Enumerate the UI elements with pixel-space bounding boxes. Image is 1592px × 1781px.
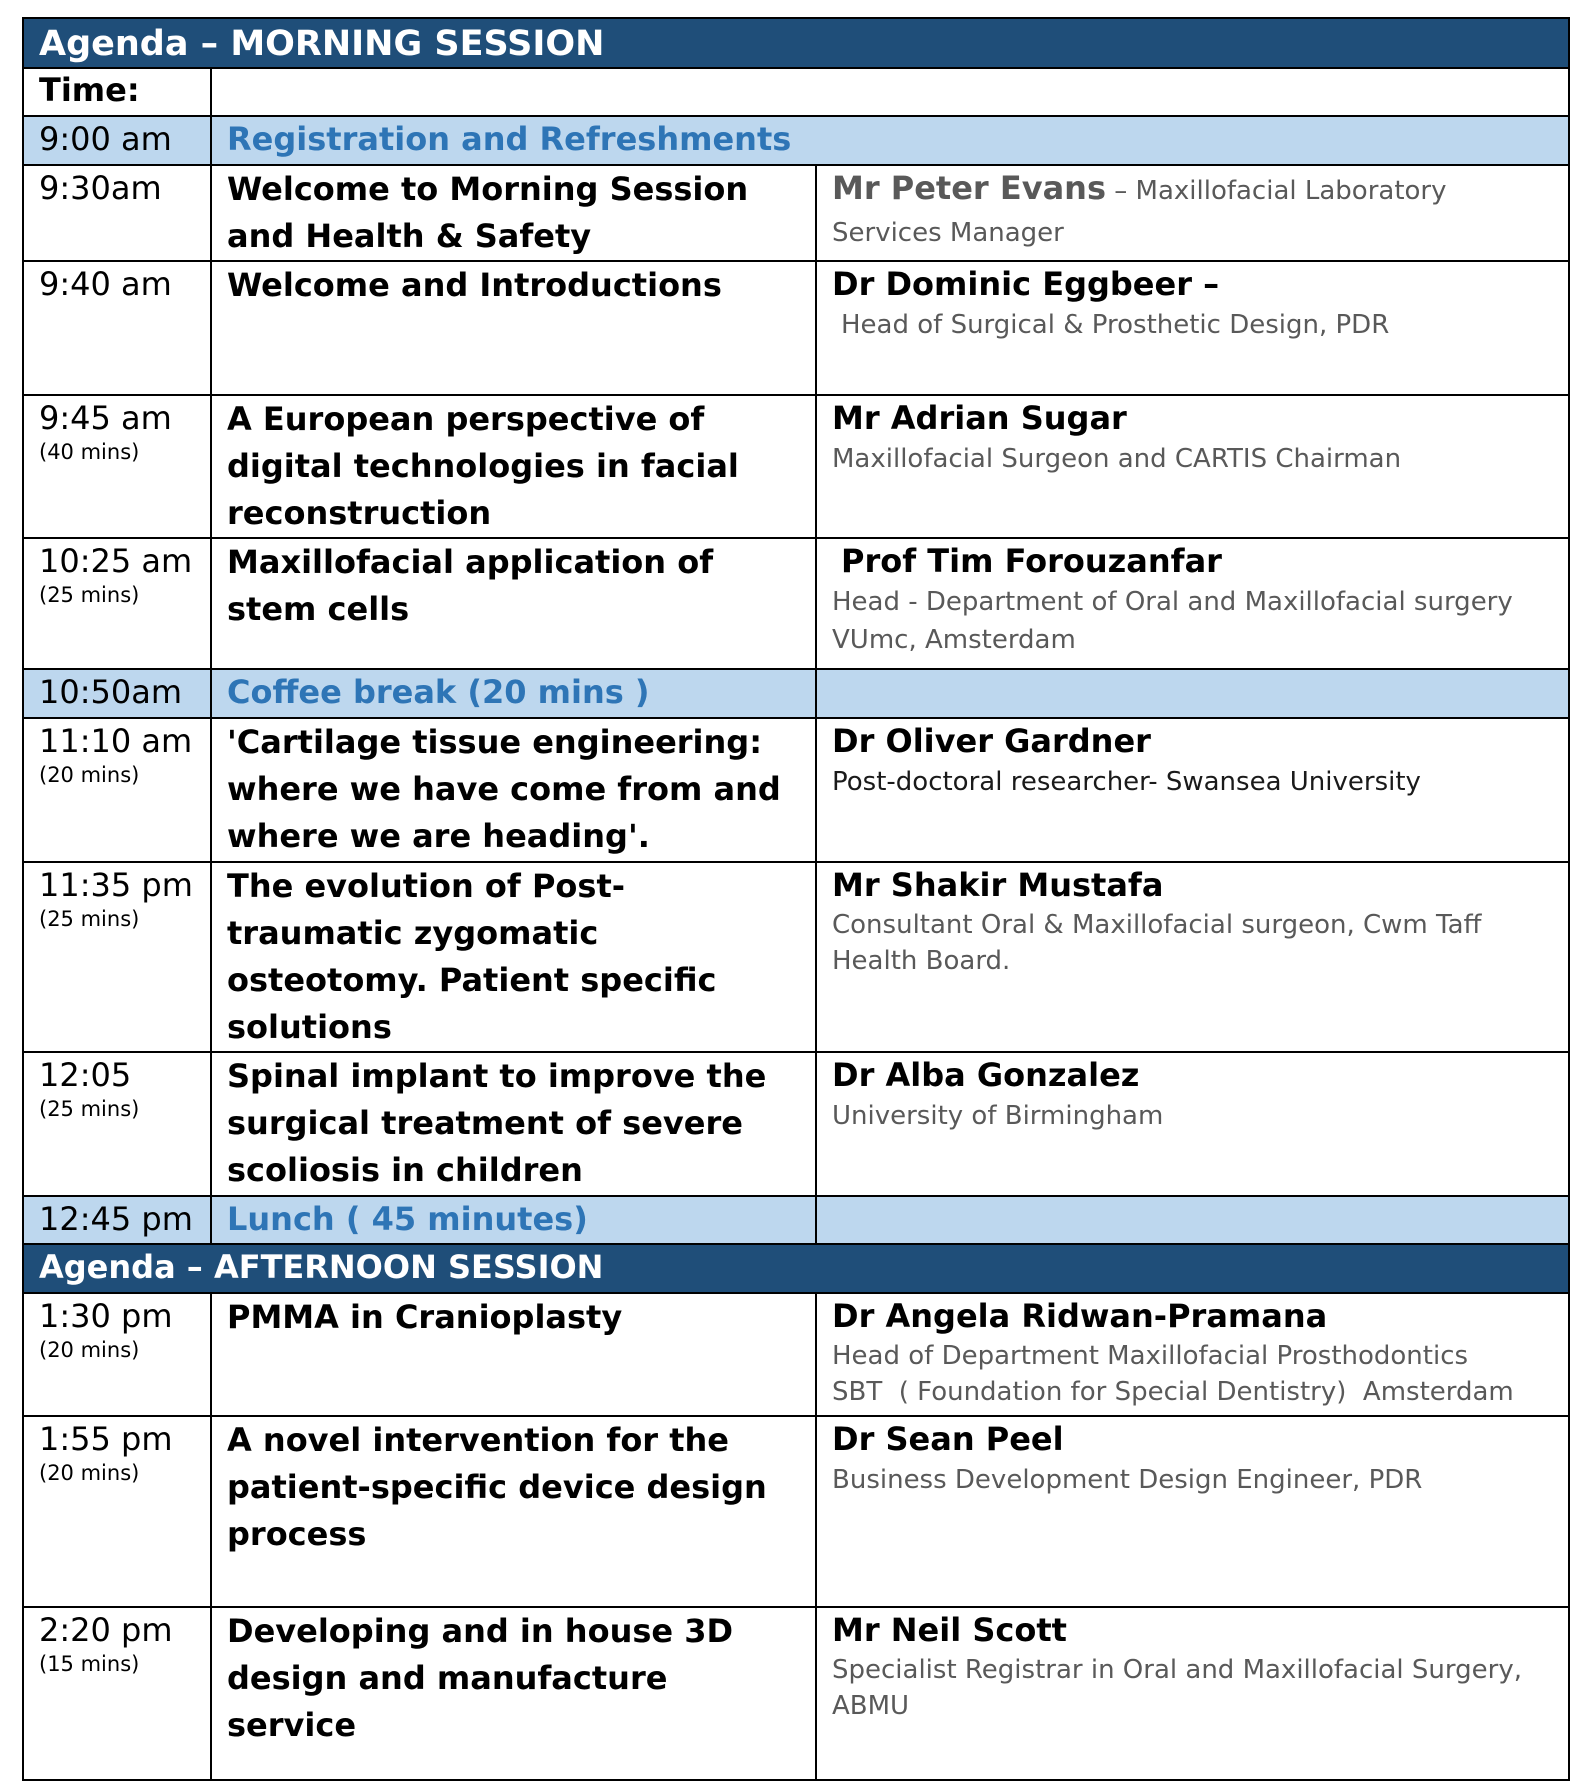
time-text: 2:20 pm [39, 1611, 173, 1649]
time-cell [23, 395, 211, 538]
empty-band-cell [816, 1196, 1569, 1244]
session-title: Maxillofacial application of stem cells [227, 543, 714, 628]
time-cell [23, 165, 211, 261]
time-cell [23, 261, 211, 395]
session-title: Welcome and Introductions [227, 266, 722, 304]
speaker-separator: – [1105, 176, 1136, 206]
time-cell [23, 1416, 211, 1607]
title-cell [211, 538, 816, 669]
band-title: Registration and Refreshments [227, 120, 792, 158]
band-title: Coffee break (20 mins ) [227, 673, 650, 711]
speaker-role: Business Development Design Engineer, PDR [832, 1465, 1423, 1495]
agenda-row [23, 395, 1569, 538]
speaker-name: Dr Oliver Gardner [832, 722, 1151, 760]
time-cell [23, 116, 211, 165]
time-cell [23, 1293, 211, 1416]
session-title: 'Cartilage tissue engineering: where we have come from and where we are heading'. [227, 723, 781, 855]
speaker-role: University of Birmingham [832, 1101, 1164, 1131]
duration-text: (20 mins) [39, 1461, 140, 1485]
speaker-name: Dr Dominic Eggbeer – [832, 265, 1220, 303]
time-cell [23, 1052, 211, 1196]
speaker-role: Consultant Oral & Maxillofacial surgeon, Cwm Taff Health Board. [832, 910, 1482, 976]
time-text: 12:05 [39, 1056, 132, 1094]
title-cell [211, 718, 816, 862]
speaker-cell [816, 1416, 1569, 1607]
duration-text: (40 mins) [39, 440, 140, 464]
time-cell [23, 862, 211, 1052]
time-cell [23, 669, 211, 718]
agenda-row [23, 538, 1569, 669]
speaker-role: Maxillofacial Laboratory Services Manager [832, 176, 1447, 248]
time-cell [23, 1607, 211, 1780]
title-cell [211, 261, 816, 395]
session-title: Developing and in house 3D design and manufacture service [227, 1612, 734, 1744]
time-cell [23, 718, 211, 862]
duration-text: (15 mins) [39, 1652, 140, 1676]
agenda-row [23, 669, 1569, 718]
time-column-label: Time: [23, 68, 211, 116]
speaker-cell [816, 261, 1569, 395]
speaker-name: Mr Shakir Mustafa [832, 866, 1164, 904]
band-cell [211, 1196, 816, 1244]
speaker-cell [816, 1293, 1569, 1416]
duration-text: (25 mins) [39, 583, 140, 607]
title-cell [211, 1293, 816, 1416]
duration-text: (25 mins) [39, 1097, 140, 1121]
agenda-table [22, 17, 1570, 1781]
speaker-name: Mr Neil Scott [832, 1611, 1067, 1649]
session-title: A European perspective of digital technologies in facial reconstruction [227, 400, 739, 532]
time-text: 11:10 am [39, 722, 193, 760]
agenda-row [23, 1196, 1569, 1244]
title-cell [211, 862, 816, 1052]
speaker-cell [816, 862, 1569, 1052]
time-label-row [23, 68, 1569, 116]
empty-header-cell [211, 68, 1569, 116]
speaker-role-line-2: SBT ( Foundation for Special Dentistry) Amsterdam [832, 1377, 1514, 1407]
session-title: Spinal implant to improve the surgical treatment of severe scoliosis in children [227, 1057, 767, 1189]
time-text: 9:45 am [39, 399, 172, 437]
afternoon-session-header [23, 1244, 1569, 1293]
speaker-cell [816, 718, 1569, 862]
agenda-row [23, 1607, 1569, 1780]
band-cell [211, 116, 1569, 165]
title-cell [211, 165, 816, 261]
agenda-row [23, 261, 1569, 395]
session-title: PMMA in Cranioplasty [227, 1298, 623, 1336]
empty-band-cell [816, 669, 1569, 718]
time-text: 12:45 pm [39, 1200, 193, 1238]
title-cell [211, 1607, 816, 1780]
duration-text: (20 mins) [39, 1338, 140, 1362]
afternoon-session-title: Agenda – AFTERNOON SESSION [23, 1244, 1569, 1293]
time-text: 1:30 pm [39, 1297, 173, 1335]
agenda-row [23, 165, 1569, 261]
title-cell [211, 395, 816, 538]
speaker-role: Post-doctoral researcher- Swansea University [832, 767, 1421, 797]
time-text: 10:50am [39, 673, 182, 711]
speaker-cell [816, 395, 1569, 538]
speaker-cell [816, 538, 1569, 669]
speaker-role: Specialist Registrar in Oral and Maxillofacial Surgery, ABMU [832, 1655, 1522, 1721]
session-title: Welcome to Morning Session and Health & Safety [227, 170, 749, 255]
time-text: 10:25 am [39, 542, 193, 580]
time-text: 9:00 am [39, 120, 172, 158]
speaker-cell [816, 165, 1569, 261]
duration-text: (20 mins) [39, 763, 140, 787]
duration-text: (25 mins) [39, 907, 140, 931]
agenda-row [23, 718, 1569, 862]
band-title: Lunch ( 45 minutes) [227, 1200, 588, 1238]
title-cell [211, 1416, 816, 1607]
speaker-role: Head of Surgical & Prosthetic Design, PDR [841, 310, 1390, 340]
session-title: The evolution of Post-traumatic zygomatic osteotomy. Patient specific solutions [227, 867, 717, 1046]
speaker-role: Head of Department Maxillofacial Prosthodontics [832, 1341, 1469, 1371]
speaker-role: Head - Department of Oral and Maxillofacial surgery VUmc, Amsterdam [832, 587, 1513, 655]
agenda-row [23, 1293, 1569, 1416]
speaker-name: Mr Peter Evans [832, 169, 1106, 207]
speaker-name: Dr Alba Gonzalez [832, 1056, 1140, 1094]
speaker-cell [816, 1607, 1569, 1780]
agenda-row [23, 116, 1569, 165]
agenda-row [23, 1416, 1569, 1607]
speaker-name: Dr Angela Ridwan-Pramana [832, 1297, 1328, 1335]
time-cell [23, 538, 211, 669]
morning-session-title: Agenda – MORNING SESSION [23, 18, 1569, 68]
time-cell [23, 1196, 211, 1244]
speaker-role: Maxillofacial Surgeon and CARTIS Chairman [832, 444, 1402, 474]
band-cell [211, 669, 816, 718]
time-text: 1:55 pm [39, 1420, 173, 1458]
speaker-name: Dr Sean Peel [832, 1420, 1064, 1458]
title-cell [211, 1052, 816, 1196]
speaker-name: Prof Tim Forouzanfar [841, 542, 1222, 580]
time-text: 9:40 am [39, 265, 172, 303]
speaker-cell [816, 1052, 1569, 1196]
agenda-row [23, 862, 1569, 1052]
session-title: A novel intervention for the patient-specific device design process [227, 1421, 767, 1553]
time-text: 9:30am [39, 169, 162, 207]
morning-session-header [23, 18, 1569, 68]
speaker-name: Mr Adrian Sugar [832, 399, 1127, 437]
agenda-row [23, 1052, 1569, 1196]
time-text: 11:35 pm [39, 866, 193, 904]
